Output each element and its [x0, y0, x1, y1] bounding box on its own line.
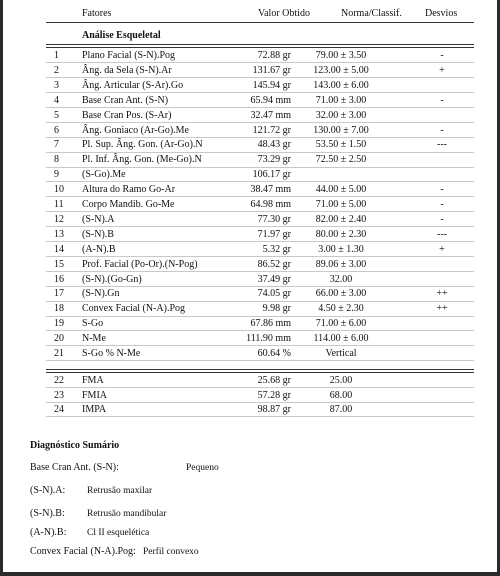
row-factor: (S-N).B [82, 228, 114, 240]
row-deviation: - [440, 184, 444, 196]
row-norm: 123.00 ± 5.00 [313, 64, 369, 76]
table-row [46, 124, 474, 138]
table-row [46, 138, 474, 152]
row-norm: 3.00 ± 1.30 [318, 243, 364, 255]
row-norm: 71.00 ± 5.00 [315, 199, 367, 210]
row-factor: (S-N).Gn [82, 288, 120, 300]
diagnostico-label: (A-N).B: [30, 527, 67, 538]
row-norm: 44.00 ± 5.00 [315, 184, 367, 196]
row-factor: Base Cran Ant. (S-N) [82, 94, 169, 106]
row-value: 72.88 gr [257, 50, 291, 61]
diagnostico-label: (S-N).A: [30, 485, 66, 496]
header-fatores: Fatores [82, 8, 112, 19]
table-row [46, 79, 474, 93]
row-norm: 71.00 ± 3.00 [315, 94, 367, 106]
table-row [46, 374, 474, 388]
row-factor: Âng. Articular (S-Ar).Go [82, 79, 184, 91]
row-factor: (S-N).A [82, 213, 115, 225]
row-norm: 80.00 ± 2.30 [315, 228, 367, 240]
table-row [46, 332, 474, 346]
row-norm: 72.50 ± 2.50 [315, 154, 367, 166]
diagnostico-value: Perfil convexo [143, 546, 199, 557]
row-value: 48.43 gr [257, 139, 291, 151]
row-number: 17 [54, 288, 64, 300]
row-value: 98.87 gr [257, 404, 291, 416]
diagnostico-value: Cl II esquelética [87, 527, 150, 538]
diagnostico-label: (S-N).B: [30, 508, 65, 519]
table-row [46, 302, 474, 316]
table-row [46, 213, 474, 227]
row-norm: Vertical [325, 348, 357, 359]
row-number: 5 [54, 109, 59, 121]
row-number: 24 [54, 404, 64, 416]
row-norm: 89.06 ± 3.00 [315, 258, 367, 270]
row-number: 12 [54, 213, 64, 225]
diagnostico-label: Convex Facial (N-A).Pog: [30, 546, 136, 557]
row-norm: 32.00 ± 3.00 [315, 109, 367, 121]
row-factor: Âng. Goniaco (Ar-Go).Me [82, 124, 189, 136]
diagnostico-value: Retrusão maxilar [87, 485, 153, 496]
row-norm: 4.50 ± 2.30 [318, 303, 364, 315]
table-row [46, 153, 474, 167]
row-value: 37.49 gr [257, 273, 291, 285]
row-number: 6 [54, 124, 59, 136]
left-border [0, 0, 3, 576]
table-row [46, 94, 474, 108]
row-value: 71.97 gr [257, 228, 291, 240]
row-value: 73.29 gr [257, 154, 291, 166]
diagnostico-title: Diagnóstico Sumário [30, 440, 120, 451]
row-deviation: ++ [436, 288, 448, 300]
row-number: 18 [54, 303, 64, 315]
table-row [46, 243, 474, 257]
row-factor: Altura do Ramo Go-Ar [82, 184, 176, 196]
row-deviation: - [440, 199, 444, 210]
row-number: 20 [54, 333, 64, 345]
row-number: 8 [54, 154, 59, 166]
row-norm: 114.00 ± 6.00 [313, 333, 369, 345]
table-row [46, 228, 474, 242]
row-deviation: - [440, 213, 444, 225]
row-factor: Corpo Mandib. Go-Me [82, 199, 175, 210]
header-valor-obtido: Valor Obtido [258, 8, 310, 19]
row-norm: 66.00 ± 3.00 [315, 288, 367, 300]
row-value: 121.72 gr [252, 124, 291, 136]
row-factor: S-Go % N-Me [82, 348, 141, 359]
row-deviation: + [439, 243, 445, 255]
row-number: 14 [54, 243, 64, 255]
row-factor: FMIA [82, 389, 108, 401]
row-value: 32.47 mm [250, 109, 291, 121]
row-number: 10 [54, 184, 64, 196]
table2-rule-bottom [46, 372, 474, 373]
row-value: 5.32 gr [262, 243, 291, 255]
row-value: 65.94 mm [250, 94, 291, 106]
diagnostico-value: Retrusão mandibular [87, 508, 167, 519]
table-row [46, 389, 474, 403]
row-norm: 68.00 [329, 389, 353, 401]
row-number: 9 [54, 169, 59, 181]
row-value: 38.47 mm [250, 184, 291, 196]
diagnostico-value: Pequeno [186, 462, 219, 473]
table-row [46, 198, 474, 212]
table-row [46, 317, 474, 331]
row-factor: (A-N).B [82, 243, 116, 255]
row-norm: 82.00 ± 2.40 [315, 213, 367, 225]
row-number: 13 [54, 228, 64, 240]
row-number: 15 [54, 258, 64, 270]
table-row [46, 183, 474, 197]
row-number: 7 [54, 139, 59, 151]
row-deviation: --- [437, 228, 447, 240]
row-value: 67.86 mm [250, 318, 291, 330]
row-deviation: - [440, 50, 444, 61]
table-row [46, 168, 474, 182]
table-row [46, 347, 474, 361]
row-factor: N-Me [82, 333, 106, 345]
row-value: 25.68 gr [257, 375, 291, 386]
row-value: 111.90 mm [246, 333, 291, 345]
row-deviation: - [440, 94, 444, 106]
row-factor: FMA [82, 375, 104, 386]
row-norm: 32.00 [329, 273, 353, 285]
row-norm: 130.00 ± 7.00 [313, 124, 369, 136]
row-deviation: --- [437, 139, 447, 151]
row-value: 106.17 gr [252, 169, 291, 181]
row-factor: Plano Facial (S-N).Pog [82, 50, 176, 61]
row-norm: 87.00 [329, 404, 353, 416]
row-norm: 79.00 ± 3.50 [315, 50, 367, 61]
table-row [46, 109, 474, 123]
row-number: 1 [54, 50, 59, 61]
row-norm: 25.00 [329, 375, 353, 386]
row-number: 2 [54, 64, 59, 76]
row-value: 145.94 gr [252, 79, 291, 91]
row-deviation: ++ [436, 303, 448, 315]
bottom-border [0, 572, 500, 576]
row-number: 16 [54, 273, 64, 285]
row-factor: (S-Go).Me [82, 169, 126, 181]
row-number: 22 [54, 375, 64, 386]
row-factor: Base Cran Pos. (S-Ar) [82, 109, 172, 121]
row-value: 64.98 mm [250, 199, 291, 210]
row-value: 131.67 gr [252, 64, 291, 76]
row-number: 11 [54, 199, 64, 210]
row-factor: Pl. Inf. Âng. Gon. (Me-Go).N [82, 154, 202, 166]
row-number: 19 [54, 318, 64, 330]
row-number: 4 [54, 94, 59, 106]
row-norm: 53.50 ± 1.50 [315, 139, 367, 151]
section-rule-bottom [46, 47, 474, 48]
table-row [46, 258, 474, 272]
table-row [46, 49, 474, 63]
row-number: 23 [54, 389, 64, 401]
header-rule [46, 22, 474, 23]
row-factor: Pl. Sup. Âng. Gon. (Ar-Go).N [82, 139, 203, 151]
section-title: Análise Esqueletal [82, 30, 161, 41]
row-number: 3 [54, 79, 59, 91]
row-value: 60.64 % [257, 348, 291, 359]
header-desvios: Desvios [425, 8, 458, 19]
row-norm: 143.00 ± 6.00 [313, 79, 369, 91]
section-rule-top [46, 44, 474, 45]
row-norm: 71.00 ± 6.00 [315, 318, 367, 330]
row-deviation: + [439, 64, 445, 76]
table-row [46, 287, 474, 301]
row-number: 21 [54, 348, 64, 359]
row-value: 77.30 gr [257, 213, 291, 225]
header-norma: Norma/Classif. [341, 8, 402, 19]
table2-rule-top [46, 369, 474, 370]
row-factor: IMPA [82, 404, 107, 416]
row-factor: Convex Facial (N-A).Pog [82, 303, 186, 315]
row-deviation: - [440, 124, 444, 136]
row-value: 86.52 gr [257, 258, 291, 270]
table-row [46, 273, 474, 287]
table-row [46, 403, 474, 417]
table-row [46, 64, 474, 78]
row-factor: Âng. da Sela (S-N).Ar [82, 64, 172, 76]
row-value: 74.05 gr [257, 288, 291, 300]
row-value: 57.28 gr [257, 389, 291, 401]
row-factor: Prof. Facial (Po-Or).(N-Pog) [82, 258, 198, 270]
row-value: 9.98 gr [262, 303, 291, 315]
row-factor: (S-N).(Go-Gn) [82, 273, 142, 285]
diagnostico-label: Base Cran Ant. (S-N): [30, 462, 119, 473]
row-factor: S-Go [82, 318, 104, 330]
